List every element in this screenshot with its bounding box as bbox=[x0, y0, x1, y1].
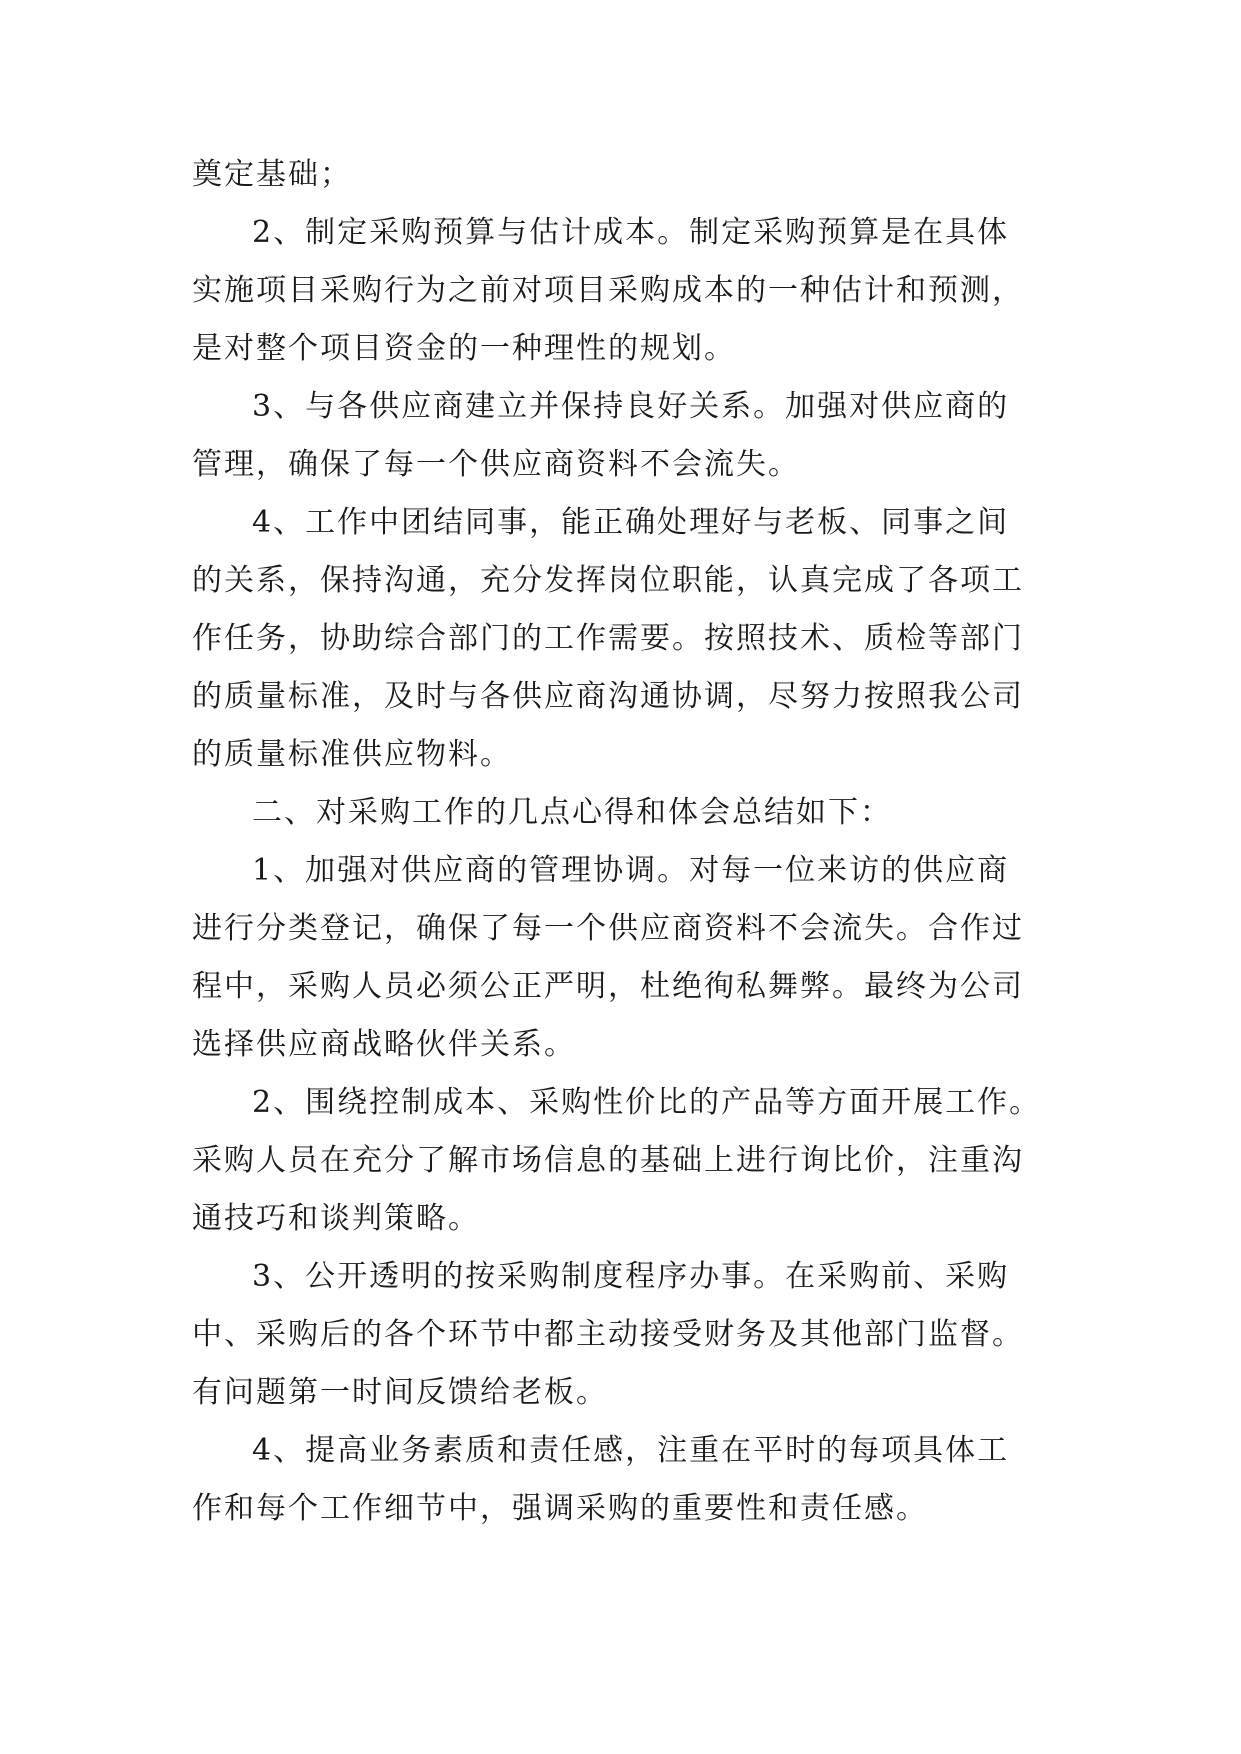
text-line: 中、采购后的各个环节中都主动接受财务及其他部门监督。 bbox=[192, 1317, 1024, 1352]
text-line: 实施项目采购行为之前对项目采购成本的一种估计和预测， bbox=[192, 273, 1024, 308]
text-line: 2、制定采购预算与估计成本。制定采购预算是在具体 bbox=[252, 215, 1010, 250]
text-line: 4、工作中团结同事，能正确处理好与老板、同事之间 bbox=[252, 505, 1010, 540]
text-line: 有问题第一时间反馈给老板。 bbox=[192, 1375, 608, 1410]
text-line: 作任务，协助综合部门的工作需要。按照技术、质检等部门 bbox=[192, 621, 1024, 656]
text-line: 通技巧和谈判策略。 bbox=[192, 1201, 480, 1236]
text-line: 1、加强对供应商的管理协调。对每一位来访的供应商 bbox=[252, 853, 1010, 888]
text-line: 作和每个工作细节中，强调采购的重要性和责任感。 bbox=[192, 1491, 928, 1526]
text-line: 是对整个项目资金的一种理性的规划。 bbox=[192, 331, 736, 366]
text-line: 奠定基础； bbox=[192, 157, 352, 192]
section-heading: 二、对采购工作的几点心得和体会总结如下： bbox=[252, 795, 892, 830]
text-line: 的质量标准，及时与各供应商沟通协调，尽努力按照我公司 bbox=[192, 679, 1024, 714]
text-line: 3、与各供应商建立并保持良好关系。加强对供应商的 bbox=[252, 389, 1010, 424]
text-line: 的质量标准供应物料。 bbox=[192, 737, 512, 772]
text-line: 3、公开透明的按采购制度程序办事。在采购前、采购 bbox=[252, 1259, 1010, 1294]
text-line: 的关系，保持沟通，充分发挥岗位职能，认真完成了各项工 bbox=[192, 563, 1024, 598]
text-line: 进行分类登记，确保了每一个供应商资料不会流失。合作过 bbox=[192, 911, 1024, 946]
text-line: 2、围绕控制成本、采购性价比的产品等方面开展工作。 bbox=[252, 1085, 1042, 1120]
text-line: 程中，采购人员必须公正严明，杜绝徇私舞弊。最终为公司 bbox=[192, 969, 1024, 1004]
text-line: 4、提高业务素质和责任感，注重在平时的每项具体工 bbox=[252, 1433, 1010, 1468]
text-line: 管理，确保了每一个供应商资料不会流失。 bbox=[192, 447, 800, 482]
text-line: 采购人员在充分了解市场信息的基础上进行询比价，注重沟 bbox=[192, 1143, 1024, 1178]
text-line: 选择供应商战略伙伴关系。 bbox=[192, 1027, 576, 1062]
